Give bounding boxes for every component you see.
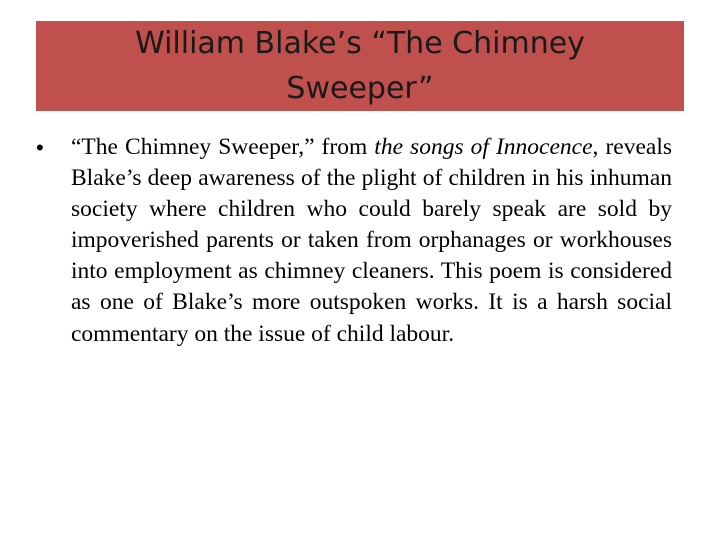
paragraph-text-end: , reveals Blake’s deep awareness of the plight of children in his inhuman society where children who could barely speak are sold by impoverished parents or taken from orphanages or workhouses into employment as chimney cleaners. This poem is considered as one of Blake’s more outspoken works. It is a harsh social commentary on the issue of child labour. — [71, 134, 672, 347]
bullet-paragraph — [71, 132, 672, 350]
paragraph-text-italic: the songs of Innocence — [374, 134, 593, 160]
bullet-item — [36, 132, 672, 350]
bullet-marker: • — [36, 135, 44, 160]
slide-title: William Blake’s “The Chimney Sweeper” — [135, 26, 585, 106]
bullet-list — [36, 132, 672, 350]
slide-title-bar — [36, 21, 684, 111]
paragraph-text-start: “The Chimney Sweeper,” from — [71, 134, 375, 160]
